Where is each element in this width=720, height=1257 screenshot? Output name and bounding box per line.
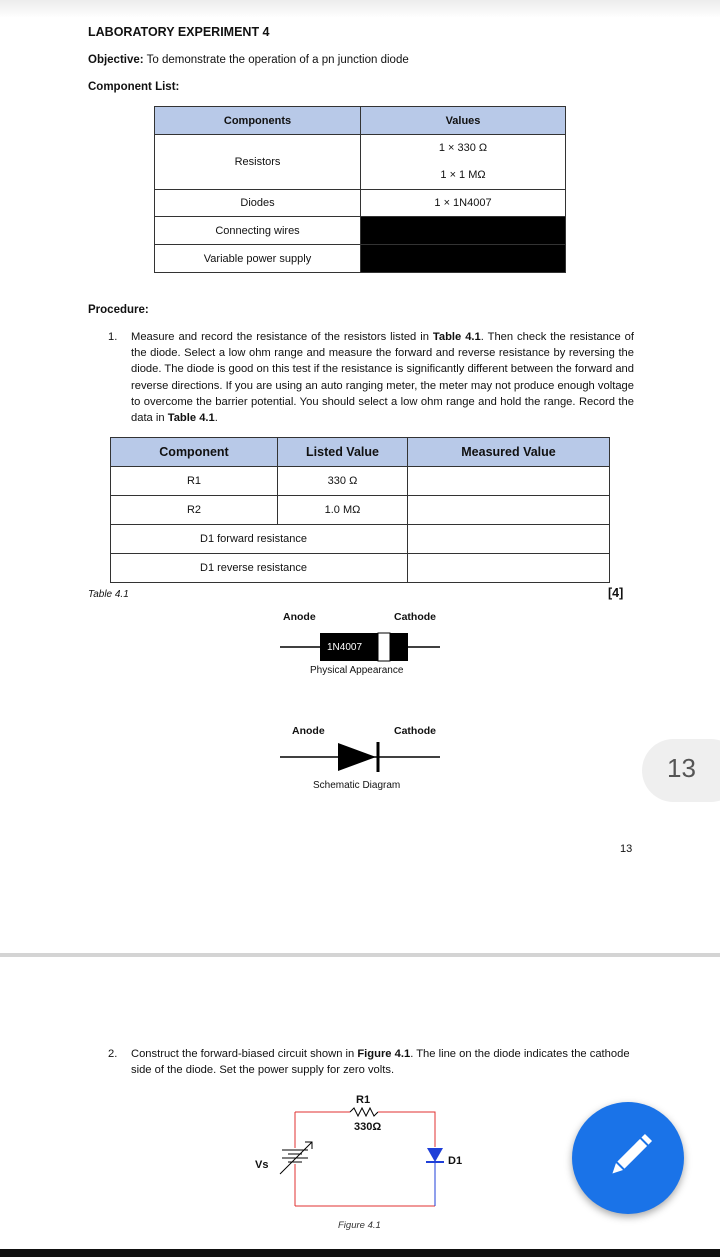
step-text (131, 329, 634, 426)
page-pill-number: 13 (667, 753, 696, 783)
supply-cell: Variable power supply (155, 245, 361, 273)
page-divider (0, 953, 720, 957)
table-reference: Table 4.1 (167, 412, 215, 425)
component-cell: R1 (111, 467, 278, 496)
listed-value-header: Listed Value (278, 438, 408, 467)
anode-label: Anode (283, 611, 316, 623)
wires-cell: Connecting wires (155, 217, 361, 245)
procedure-step-2 (108, 1046, 634, 1078)
figure-caption: Figure 4.1 (338, 1220, 381, 1231)
component-list-label: Component List: (88, 81, 180, 93)
page-number-pill (642, 739, 720, 802)
table-row (111, 525, 610, 554)
measured-value-header: Measured Value (408, 438, 610, 467)
diode-part-label: 1N4007 (327, 642, 363, 653)
figure-reference: Figure 4.1 (357, 1048, 411, 1060)
step-text-part: . Then check the resistance of the diode. Select a low ohm range and measure the forward and reverse resistance by reversing the diode. The diode is good on this test if the resistance is significantly different between the forward and reverse directions. If you are using an auto ranging meter, the meter may not produce enough voltage to overcome the barrier potential. You should select a low ohm range and hold the range. Record the data in (131, 331, 634, 425)
measured-value-cell (408, 467, 610, 496)
d1-label: D1 (448, 1155, 463, 1167)
circuit-diagram (270, 1102, 450, 1212)
diode-d1-symbol (427, 1148, 443, 1162)
procedure-step-1 (108, 329, 634, 426)
r1-value: 330Ω (354, 1121, 382, 1133)
table-row (111, 554, 610, 583)
bottom-navigation-bar (0, 1249, 720, 1257)
measured-value-cell (408, 525, 610, 554)
table-reference: Table 4.1 (432, 331, 481, 343)
component-table (154, 106, 566, 273)
vs-label: Vs (255, 1159, 269, 1171)
step-text-part: . The line on the diode indicates the cathode side of the diode. Set the power supply for zero volts. (131, 1048, 630, 1076)
diodes-cell: Diodes (155, 190, 361, 217)
d1-reverse-cell: D1 reverse resistance (111, 554, 408, 583)
step-text (131, 1046, 634, 1078)
cathode-label: Cathode (394, 611, 436, 623)
resistor-value-330: 1 × 330 Ω (361, 135, 566, 161)
table-caption: Table 4.1 (88, 589, 129, 600)
page-title: LABORATORY EXPERIMENT 4 (88, 25, 270, 39)
step-text-part: Measure and record the resistance of the resistors listed in (131, 331, 433, 343)
marks-label: [4] (608, 586, 624, 600)
d1-forward-cell: D1 forward resistance (111, 525, 408, 554)
measured-value-cell (408, 496, 610, 525)
listed-value-cell: 1.0 MΩ (278, 496, 408, 525)
component-header: Component (111, 438, 278, 467)
blacked-out-cell (361, 245, 566, 273)
objective-label: Objective: (88, 54, 144, 66)
values-header: Values (361, 107, 566, 135)
table-row (111, 467, 610, 496)
cathode-label: Cathode (394, 725, 436, 737)
step-number: 2. (108, 1048, 118, 1060)
r1-label: R1 (356, 1094, 371, 1106)
blacked-out-cell (361, 217, 566, 245)
pencil-icon (572, 1102, 684, 1214)
component-cell: R2 (111, 496, 278, 525)
anode-label: Anode (292, 725, 325, 737)
resistors-cell: Resistors (155, 135, 361, 190)
edit-fab-button[interactable] (572, 1102, 684, 1214)
diode-schematic-symbol (280, 740, 440, 774)
top-shadow (0, 0, 720, 18)
objective (88, 54, 409, 66)
physical-caption: Physical Appearance (310, 665, 404, 676)
step-text-part: . (214, 412, 218, 425)
page-footer-number: 13 (620, 843, 633, 855)
components-header: Components (155, 107, 361, 135)
objective-text: To demonstrate the operation of a pn junction diode (146, 54, 409, 66)
procedure-label: Procedure: (88, 304, 149, 316)
schematic-caption: Schematic Diagram (313, 780, 401, 791)
measured-value-cell (408, 554, 610, 583)
step-number: 1. (108, 331, 118, 343)
table-row (111, 496, 610, 525)
diodes-value: 1 × 1N4007 (361, 190, 566, 217)
resistor-value-1m: 1 × 1 MΩ (361, 161, 566, 190)
listed-value-cell: 330 Ω (278, 467, 408, 496)
measurement-table (110, 437, 610, 583)
step-text-part: Construct the forward-biased circuit shown in (131, 1048, 358, 1060)
